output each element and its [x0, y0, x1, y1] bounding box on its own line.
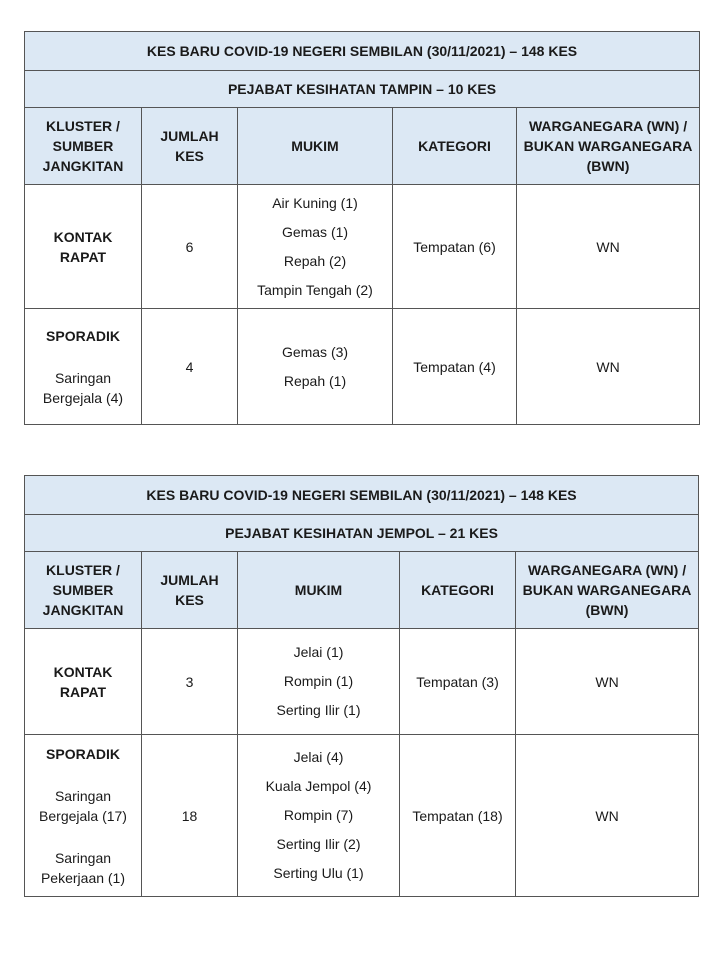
cell-warganegara: WN [517, 185, 700, 309]
office-title: PEJABAT KESIHATAN TAMPIN – 10 KES [25, 71, 700, 108]
table-title-row [25, 476, 699, 515]
cell-kluster [25, 735, 142, 897]
header-kluster: KLUSTER / SUMBER JANGKITAN [25, 552, 142, 629]
cell-mukim [238, 735, 400, 897]
mukim-item: Jelai (1) [293, 644, 344, 660]
cell-warganegara: WN [516, 735, 699, 897]
mukim-item: Repah (2) [283, 252, 347, 269]
kluster-sub-item: Saringan Pekerjaan (1) [40, 849, 126, 886]
column-header-row [25, 108, 700, 185]
mukim-item: Jelai (4) [293, 749, 344, 765]
mukim-item: Gemas (3) [281, 343, 349, 360]
cell-jumlah: 18 [142, 735, 238, 897]
mukim-item: Tampin Tengah (2) [257, 281, 373, 298]
kluster-name: SPORADIK [46, 327, 120, 344]
mukim-item: Kuala Jempol (4) [265, 778, 372, 794]
cell-kategori: Tempatan (6) [393, 185, 517, 309]
cell-kluster: KONTAK RAPAT [25, 185, 142, 309]
mukim-item: Repah (1) [283, 372, 347, 389]
table-title: KES BARU COVID-19 NEGERI SEMBILAN (30/11/2021) – 148 KES [25, 32, 700, 71]
office-title: PEJABAT KESIHATAN JEMPOL – 21 KES [25, 515, 699, 552]
mukim-item: Serting Ulu (1) [273, 865, 364, 881]
cell-warganegara: WN [517, 309, 700, 425]
header-mukim: MUKIM [238, 108, 393, 185]
cell-mukim [238, 629, 400, 735]
table-title-row [25, 32, 700, 71]
office-row [25, 515, 699, 552]
header-jumlah-kes: JUMLAH KES [142, 108, 238, 185]
table-row [25, 629, 699, 735]
office-row [25, 71, 700, 108]
mukim-item: Rompin (7) [283, 807, 354, 823]
cell-warganegara: WN [516, 629, 699, 735]
header-warganegara: WARGANEGARA (WN) / BUKAN WARGANEGARA (BWN) [516, 552, 699, 629]
table-row [25, 735, 699, 897]
kluster-sub-item: Saringan Bergejala (4) [42, 369, 124, 406]
header-kategori: KATEGORI [393, 108, 517, 185]
cell-jumlah: 4 [142, 309, 238, 425]
jempol-case-table [24, 475, 699, 897]
table-title: KES BARU COVID-19 NEGERI SEMBILAN (30/11/2021) – 148 KES [25, 476, 699, 515]
cell-kategori: Tempatan (3) [400, 629, 516, 735]
cell-kategori: Tempatan (4) [393, 309, 517, 425]
cell-mukim [238, 309, 393, 425]
header-warganegara: WARGANEGARA (WN) / BUKAN WARGANEGARA (BWN) [517, 108, 700, 185]
cell-mukim [238, 185, 393, 309]
mukim-item: Rompin (1) [283, 673, 354, 689]
kluster-name: SPORADIK [46, 745, 120, 762]
header-kluster: KLUSTER / SUMBER JANGKITAN [25, 108, 142, 185]
cell-jumlah: 3 [142, 629, 238, 735]
header-kategori: KATEGORI [400, 552, 516, 629]
mukim-item: Gemas (1) [281, 223, 349, 240]
mukim-item: Air Kuning (1) [272, 194, 358, 211]
cell-kluster: KONTAK RAPAT [25, 629, 142, 735]
cell-kluster [25, 309, 142, 425]
kluster-sub-item: Saringan Bergejala (17) [39, 787, 127, 824]
tampin-case-table [24, 31, 700, 425]
table-row [25, 185, 700, 309]
mukim-item: Serting Ilir (1) [276, 702, 361, 718]
header-mukim: MUKIM [238, 552, 400, 629]
header-jumlah-kes: JUMLAH KES [142, 552, 238, 629]
cell-kategori: Tempatan (18) [400, 735, 516, 897]
cell-jumlah: 6 [142, 185, 238, 309]
table-row [25, 309, 700, 425]
mukim-item: Serting Ilir (2) [276, 836, 361, 852]
column-header-row [25, 552, 699, 629]
